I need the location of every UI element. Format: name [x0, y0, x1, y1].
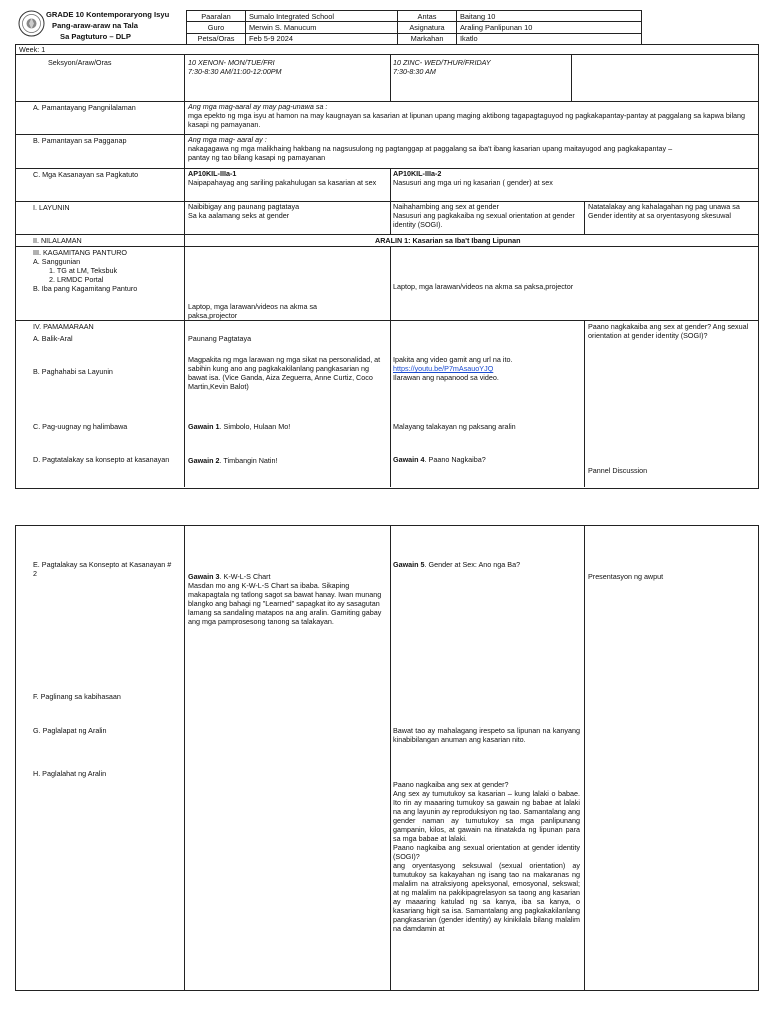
g-label: G. Paglalapat ng Aralin [33, 726, 107, 735]
header-title: GRADE 10 Kontemporaryong Isyu [46, 10, 170, 19]
iv-col2-d [393, 455, 486, 464]
markahan-value: Ikatlo [457, 33, 642, 44]
markahan-label: Markahan [398, 33, 457, 44]
e-col3: Presentasyon ng awput [588, 572, 664, 581]
xenon-time: 7:30-8:30 AM/11:00-12:00PM [188, 67, 282, 76]
e-col1 [188, 572, 384, 626]
gawain-1-label: Gawain 1 [188, 422, 220, 431]
video-instruction: Ipakita ang video gamit ang url na ito. [393, 355, 513, 364]
competency-code-2: AP10KIL-IIIa-2 [393, 169, 442, 178]
gawain-2-label: Gawain 2 [188, 456, 220, 465]
asignatura-label: Asignatura [398, 22, 457, 33]
sanggunian-item-2: 2. LRMDC Portal [49, 275, 104, 284]
f-label: F. Paglinang sa kabihasaan [33, 692, 121, 701]
petsa-value: Feb 5-9 2024 [246, 33, 398, 44]
gawain-5-title: . Gender at Sex: Ano nga Ba? [424, 560, 521, 569]
seksyon-label: Seksyon/Araw/Oras [48, 58, 112, 67]
paghahabi-label: B. Paghahabi sa Layunin [33, 367, 113, 376]
gawain-3-text: Masdan mo ang K-W-L-S Chart sa ibaba. Sikaping makapagtala ng tatlong sagot sa bawat hanay. Iwan munang blangko ang bahagi ng "Learned" sapagkat ito ay sasagutan lamang sa sandaling matapos na ang aralin. Gamiting gabay ang mga pamprosesong tanong sa talakayan. [188, 581, 382, 626]
nilalaman-value: ARALIN 1: Kasarian sa Iba't Ibang Lipunan [375, 236, 521, 245]
iv-col2-c: Malayang talakayan ng paksang aralin [393, 422, 516, 431]
competency-text-1: Naipapahayag ang sariling pakahulugan sa kasarian at sex [188, 178, 377, 187]
layunin-col3: Natatalakay ang kahalagahan ng pag unawa sa Gender identity at sa oryentasyong skesuwal [588, 202, 740, 220]
row-c-label: C. Mga Kasanayan sa Pagkatuto [33, 170, 139, 179]
row-a-intro: Ang mga mag-aaral ay may pag-unawa sa : [188, 102, 328, 111]
row-a-label: A. Pamantayang Pangnilalaman [33, 103, 136, 112]
asignatura-value: Araling Panlipunan 10 [457, 22, 642, 33]
balik-aral-label: A. Balik-Aral [33, 334, 73, 343]
g-col2: Bawat tao ay mahalagang irespeto sa lipunan na kanyang kinabibilangan anuman ang kasarian nito. [393, 726, 580, 744]
e-label: E. Pagtalakay sa Konsepto at Kasanayan # 2 [33, 560, 172, 578]
lesson-plan-table-continued [15, 525, 759, 991]
guro-label: Guro [187, 22, 246, 33]
row-c-col2 [393, 169, 578, 187]
kagamitan-col1: Laptop, mga larawan/videos na akma sa paksa,projector [188, 302, 318, 320]
pag-uugnay-label: C. Pag-uugnay ng halimbawa [33, 422, 128, 431]
kagamitan-col2: Laptop, mga larawan/videos na akma sa paksa,projector [393, 282, 574, 291]
pamamaraan-label: IV. PAMAMARAAN [33, 322, 94, 331]
zinc-schedule [393, 58, 491, 76]
competency-code-1: AP10KIL-IIIa-1 [188, 169, 237, 178]
gawain-4-title: . Paano Nagkaiba? [424, 455, 486, 464]
header-info-table [186, 10, 642, 45]
iv-col1-c [188, 422, 290, 431]
zinc-time: 7:30-8:30 AM [393, 67, 436, 76]
gawain-5-label: Gawain 5 [393, 560, 425, 569]
h-label: H. Paglalahat ng Aralin [33, 769, 107, 778]
row-c-col1 [188, 169, 386, 187]
nilalaman-label: II. NILALAMAN [33, 236, 82, 245]
pagtatalakay-label: D. Pagtatalakay sa konsepto at kasanayan [33, 455, 170, 464]
h-col2: Paano nagkaiba ang sex at gender? Ang sex ay tumutukoy sa kasarian – kung lalaki o babae. Ito rin ay maaaring tumukoy sa gawain ng babae at lalaki na ang layunin ay reproduksiyon ng tao. Samantalang ang gender naman ay tumutukoy sa mga panlipunang gampanin, kilos, at gawain na itinatakda ng lipunan para sa mga babae at lalaki. Paano nagkaiba ang sexual orientation at gender identity (SOGI)? ang oryentasyong seksuwal (sexual orientation) ay tumutukoy sa kakayahan ng isang tao na makaranas ng malalim na atraksiyong apeksyonal, emosyonal, sekswal; at ng malalim na pakikipagrelasyon sa taong ang kasarian ay maaaring katulad ng sa kanya, iba sa kanya, o kasariang higit sa isa. Samantalang ang pagkakakilanlang pangkasarian (gender identity) ay kinikilala bilang malalim na damdamin at [393, 780, 580, 933]
gawain-3-label: Gawain 3 [188, 572, 220, 581]
paaralan-value: Sumalo Integrated School [246, 11, 398, 22]
week-label: Week: 1 [19, 45, 46, 54]
sanggunian-label: A. Sanggunian [33, 257, 81, 266]
layunin-col2: Naihahambing ang sex at gender Nasusuri ang pagkakaiba ng sexual orientation at gender identity (SOGI). [393, 202, 575, 229]
layunin-label: I. LAYUNIN [33, 203, 70, 212]
iv-col3-a: Paano nagkakaiba ang sex at gender? Ang sexual orientation at gender identity (SOGI)? [588, 322, 749, 340]
competency-text-2: Nasusuri ang mga uri ng kasarian ( gender) at sex [393, 178, 553, 187]
video-link[interactable]: https://youtu.be/P7mAsauoYJQ [393, 364, 494, 373]
gawain-3-title: . K-W-L-S Chart [219, 572, 271, 581]
iba-pang-kagamitan-label: B. Iba pang Kagamitang Panturo [33, 284, 138, 293]
iv-col1-b: Magpakita ng mga larawan ng mga sikat na personalidad, at sabihin kung ano ang pagkakakilanlang pangkasarian ng bawat isa. (Vice Ganda, Aiza Zeguerra, Anne Curtiz, Coco Martin,Kevin Balot) [188, 355, 381, 391]
xenon-schedule [188, 58, 282, 76]
row-b-intro: Ang mga mag- aaral ay : [188, 135, 267, 144]
zinc-days: 10 ZINC- WED/THUR/FRIDAY [393, 58, 491, 67]
school-seal-logo [18, 10, 45, 37]
antas-label: Antas [398, 11, 457, 22]
row-b-text: nakagagawa ng mga malikhaing hakbang na nagsusulong ng pagtanggap at paggalang sa iba't ibang kasarian upang maitayugod ang pagkakapantay – pantay ng tao bilang kasapi ng pamayanan [188, 144, 673, 162]
kagamitan-section [33, 248, 137, 293]
petsa-label: Petsa/Oras [187, 33, 246, 44]
paaralan-label: Paaralan [187, 11, 246, 22]
gawain-4-label: Gawain 4 [393, 455, 425, 464]
row-b-content [188, 135, 688, 162]
layunin-col1: Naibibigay ang paunang pagtataya Sa ka aalamang seks at gender [188, 202, 300, 220]
gawain-2-title: . Timbangin Natin! [219, 456, 278, 465]
header-subtitle: Pang-araw-araw na Tala [52, 21, 138, 30]
row-a-content [188, 102, 753, 129]
guro-value: Merwin S. Manucum [246, 22, 398, 33]
kagamitan-label: III. KAGAMITANG PANTURO [33, 248, 127, 257]
iv-col1-d [188, 456, 278, 465]
iv-col2-b [393, 355, 581, 382]
video-describe: Ilarawan ang napanood sa video. [393, 373, 499, 382]
iv-col1-a: Paunang Pagtataya [188, 334, 252, 343]
row-b-label: B. Pamantayan sa Pagganap [33, 136, 127, 145]
iv-col3-d: Pannel Discussion [588, 466, 648, 475]
xenon-days: 10 XENON- MON/TUE/FRI [188, 58, 275, 67]
row-a-text: mga epekto ng mga isyu at hamon na may kaugnayan sa kasarian at lipunan upang maging aktibong tagapagtaguyod ng pagkakapantay-pantay at paggalang sa kapwa bilang kasapi ng pamayanan. [188, 111, 746, 129]
gawain-1-title: . Simbolo, Hulaan Mo! [219, 422, 291, 431]
header-subtitle-2: Sa Pagtuturo – DLP [60, 32, 131, 41]
sanggunian-item-1: 1. TG at LM, Teksbuk [49, 266, 118, 275]
e-col2 [393, 560, 520, 569]
antas-value: Baitang 10 [457, 11, 642, 22]
